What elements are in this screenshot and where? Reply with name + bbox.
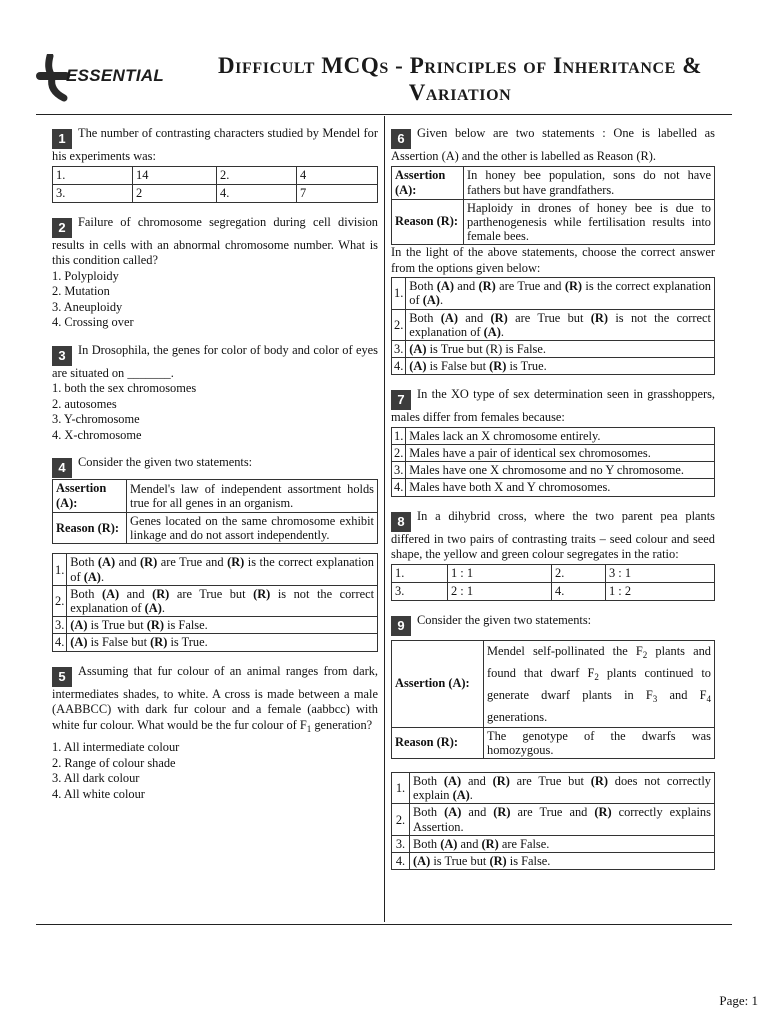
option-value: 1 : 2: [606, 582, 715, 600]
option-text: (A) is True but (R) is False.: [67, 617, 378, 634]
statement-table: [391, 166, 715, 246]
left-column: [52, 126, 378, 810]
option-text: Both (A) and (R) are True and (R) correctly explains Assertion.: [410, 804, 715, 835]
header-rule: [36, 114, 732, 115]
question-1: [52, 126, 378, 203]
question-6: [391, 126, 715, 375]
question-3: [52, 343, 378, 444]
option-text: Both (A) and (R) are False.: [410, 835, 715, 852]
option-number: 2.: [53, 585, 67, 616]
option-number: 3.: [392, 835, 410, 852]
answer-option: [53, 634, 378, 651]
option-number: 3.: [392, 340, 406, 357]
option-number: 4.: [217, 184, 297, 202]
assertion-label: Assertion (A):: [392, 166, 464, 199]
option-text: (A) is True but (R) is False.: [406, 340, 715, 357]
reason-label: Reason (R):: [392, 727, 484, 758]
question-4: [52, 455, 378, 652]
answer-option: [392, 278, 715, 309]
option: 3. All dark colour: [52, 771, 140, 786]
answer-option: [53, 585, 378, 616]
option-text: (A) is True but (R) is False.: [410, 853, 715, 870]
option-text: Males have a pair of identical sex chromosomes.: [406, 445, 715, 462]
option-number: 2.: [217, 166, 297, 184]
question-number: 8: [391, 512, 411, 532]
option-number: 1.: [53, 166, 133, 184]
option-value: 3 : 1: [606, 564, 715, 582]
option-text: Males have both X and Y chromosomes.: [406, 479, 715, 496]
option-number: 3.: [392, 582, 448, 600]
answer-option: [392, 340, 715, 357]
answer-option: [392, 804, 715, 835]
option-number: 2.: [392, 309, 406, 340]
assertion-label: Assertion (A):: [53, 480, 127, 513]
answer-option: [392, 445, 715, 462]
option-text: Males lack an X chromosome entirely.: [406, 427, 715, 444]
option-number: 4.: [392, 479, 406, 496]
option-number: 1.: [392, 564, 448, 582]
answer-options-table: [391, 427, 715, 497]
question-text: The number of contrasting characters studied by Mendel for his experiments was:: [52, 126, 378, 163]
option: 4. Crossing over: [52, 315, 134, 329]
option: 1. Polyploidy: [52, 268, 119, 283]
option: 2. autosomes: [52, 396, 117, 411]
options-grid: [52, 166, 378, 203]
answer-option: [392, 358, 715, 375]
option-number: 1.: [53, 554, 67, 585]
question-9: [391, 613, 715, 871]
assertion-text: Mendel self-pollinated the $F_2$ plants and found that dwarf $F_2$ plants continued to generate dwarf plants in $F_3$ and $F_4$ generations.: [484, 640, 715, 727]
question-text: Consider the given two statements:: [417, 612, 592, 627]
options-list: [52, 269, 378, 331]
option-text: Both (A) and (R) are True and (R) is the correct explanation of (A).: [406, 278, 715, 309]
question-number: 3: [52, 346, 72, 366]
options-list: [52, 740, 378, 802]
question-text: Assuming that fur colour of an animal ranges from dark, intermediates shades, to white. A cross is made between a male (AABBCC) with dark fur colour and a female (aabbcc) with white fur colour. What would be the fur colour of $F_1$ generation?: [52, 663, 378, 734]
option-number: 4.: [392, 853, 410, 870]
logo-text: ESSENTIAL: [66, 66, 165, 85]
option-number: 4.: [392, 358, 406, 375]
reason-text: Haploidy in drones of honey bee is due to parthenogenesis while fertilisation results into female bees.: [464, 199, 715, 245]
reason-text: The genotype of the dwarfs was homozygous.: [484, 727, 715, 758]
page-number: Page: 1: [719, 993, 758, 1008]
option-number: 2.: [552, 564, 606, 582]
option-text: Males have one X chromosome and no Y chromosome.: [406, 462, 715, 479]
answer-option: [53, 554, 378, 585]
reason-label: Reason (R):: [392, 199, 464, 245]
statement-table: [391, 640, 715, 759]
title-line-2: Variation: [408, 80, 512, 105]
question-8: [391, 509, 715, 601]
assertion-label: Assertion (A):: [392, 640, 484, 727]
answer-options-table: [391, 277, 715, 375]
option-number: 3.: [53, 184, 133, 202]
option: 2. Range of colour shade: [52, 755, 176, 770]
statement-table: [52, 479, 378, 544]
option-number: 1.: [392, 773, 410, 804]
option: 1. All intermediate colour: [52, 740, 180, 755]
option-value: 2: [133, 184, 217, 202]
option-number: 3.: [53, 617, 67, 634]
option-text: Both (A) and (R) are True and (R) is the correct explanation of (A).: [67, 554, 378, 585]
question-number: 2: [52, 218, 72, 238]
question-number: 4: [52, 458, 72, 478]
answer-option: [53, 617, 378, 634]
option-number: 1.: [392, 278, 406, 309]
option-value: 7: [297, 184, 378, 202]
question-number: 5: [52, 667, 72, 687]
options-list: [52, 381, 378, 443]
option: 3. Aneuploidy: [52, 299, 123, 314]
page-title: [150, 52, 768, 106]
option-text: Both (A) and (R) are True but (R) is not the correct explanation of (A).: [67, 585, 378, 616]
answer-option: [392, 427, 715, 444]
footer-rule: [36, 924, 732, 925]
answer-option: [392, 773, 715, 804]
question-text: In a dihybrid cross, where the two parent pea plants differed in two pairs of contrasting traits – seed colour and seed shape, the yellow and green colour segregates in the ratio:: [391, 508, 715, 562]
option: 4. All white colour: [52, 786, 145, 801]
title-line-1: Difficult MCQs - Principles of Inheritance &: [217, 53, 703, 78]
option-text: (A) is False but (R) is True.: [406, 358, 715, 375]
answer-option: [392, 835, 715, 852]
option-number: 2.: [392, 804, 410, 835]
question-7: [391, 387, 715, 496]
option: 3. Y-chromosome: [52, 412, 140, 426]
assertion-text: Mendel's law of independent assortment holds true for all genes in an organism.: [127, 480, 378, 513]
option-number: 4.: [552, 582, 606, 600]
option-value: 4: [297, 166, 378, 184]
question-text: Failure of chromosome segregation during cell division results in cells with an abnormal chromosome number. What is this condition called?: [52, 214, 378, 267]
option: 2. Mutation: [52, 284, 110, 298]
question-text: In Drosophila, the genes for color of body and color of eyes are situated on _______.: [52, 342, 378, 380]
option-text: (A) is False but (R) is True.: [67, 634, 378, 651]
question-number: 7: [391, 390, 411, 410]
option-number: 1.: [392, 427, 406, 444]
reason-label: Reason (R):: [53, 513, 127, 544]
answer-options-table: [391, 772, 715, 870]
option: 1. both the sex chromosomes: [52, 381, 197, 395]
reason-text: Genes located on the same chromosome exhibit linkage and do not assort independently.: [127, 513, 378, 544]
option-number: 4.: [53, 634, 67, 651]
question-number: 9: [391, 616, 411, 636]
question-number: 6: [391, 129, 411, 149]
answer-option: [392, 309, 715, 340]
question-text: Consider the given two statements:: [78, 455, 253, 469]
option: 4. X-chromosome: [52, 427, 142, 442]
options-grid: [391, 564, 715, 601]
question-text: In the XO type of sex determination seen in grasshoppers, males differ from females because:: [391, 387, 715, 425]
option-text: Both (A) and (R) are True but (R) does not correctly explain (A).: [410, 773, 715, 804]
column-divider: [384, 116, 385, 922]
answer-option: [392, 853, 715, 870]
option-number: 2.: [392, 445, 406, 462]
right-column: [391, 126, 715, 878]
option-number: 3.: [392, 462, 406, 479]
answer-option: [392, 479, 715, 496]
question-2: [52, 215, 378, 331]
question-5: [52, 664, 378, 803]
question-number: 1: [52, 129, 72, 149]
option-value: 14: [133, 166, 217, 184]
option-value: 1 : 1: [448, 564, 552, 582]
assertion-text: In honey bee population, sons do not have fathers but have grandfathers.: [464, 166, 715, 199]
question-text: Given below are two statements : One is labelled as Assertion (A) and the other is labelled as Reason (R).: [391, 126, 715, 163]
option-text: Both (A) and (R) are True but (R) is not the correct explanation of (A).: [406, 309, 715, 340]
answer-options-table: [52, 553, 378, 651]
instruction-text: In the light of the above statements, choose the correct answer from the options given below:: [391, 245, 715, 275]
option-value: 2 : 1: [448, 582, 552, 600]
answer-option: [392, 462, 715, 479]
